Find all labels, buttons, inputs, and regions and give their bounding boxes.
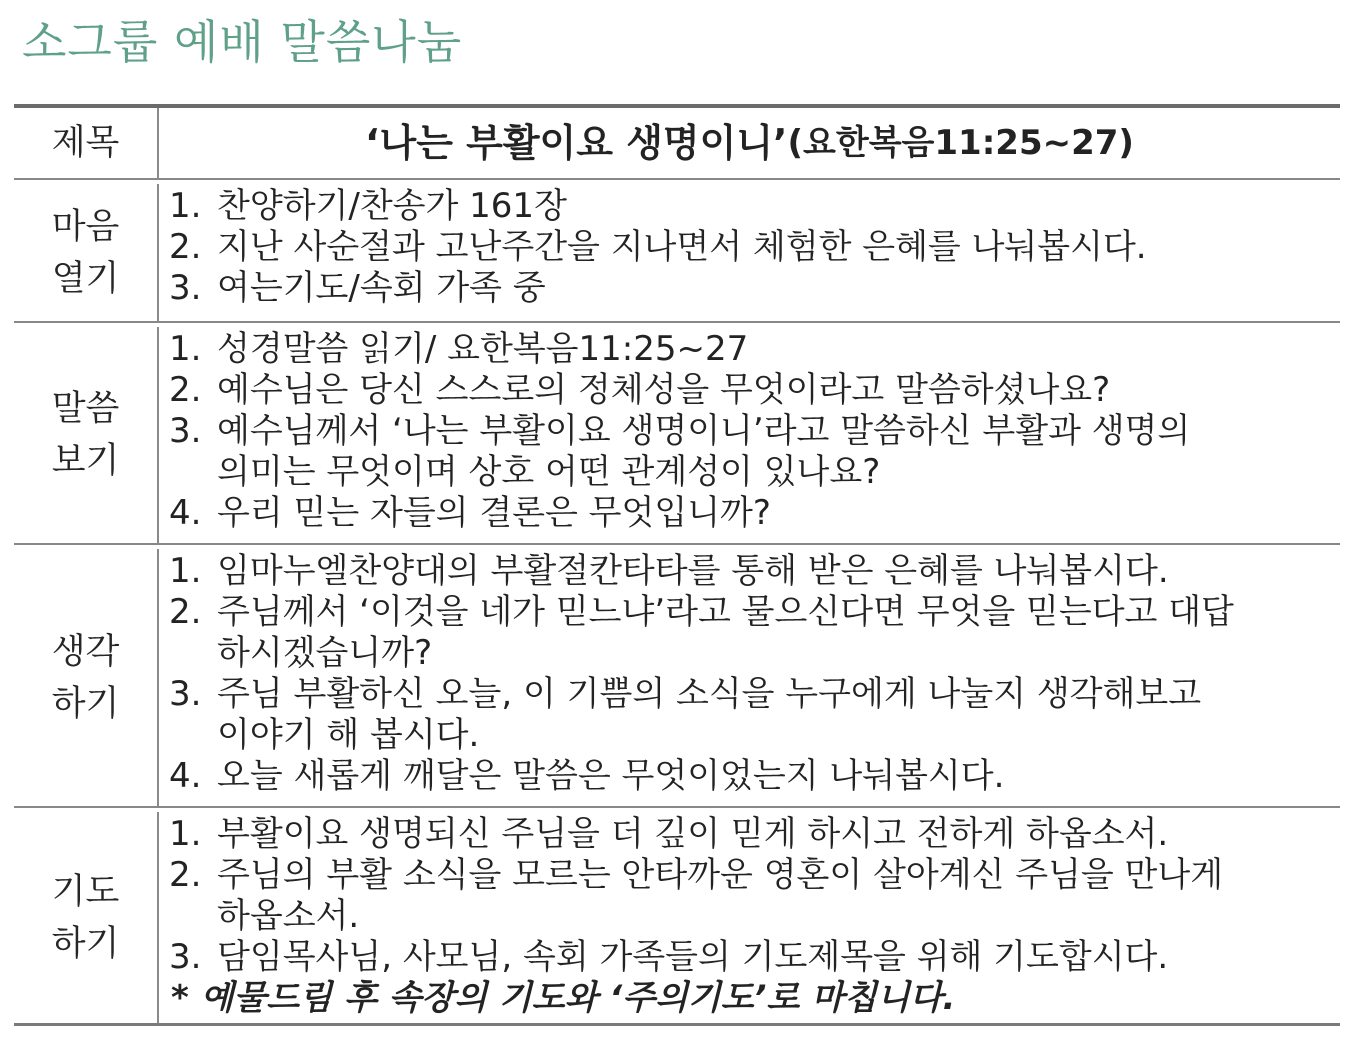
section-label-line: 하기 <box>51 923 120 964</box>
section-label <box>14 812 159 1023</box>
list-item <box>169 493 1340 534</box>
item-number: 2. <box>169 855 202 895</box>
section-label-line: 마음 <box>51 206 120 247</box>
item-text: 주님께서 ‘이것을 네가 믿느냐’라고 물으신다면 무엇을 믿는다고 대답 <box>217 592 1234 632</box>
section-reflect <box>14 543 1340 806</box>
section-label <box>14 549 159 806</box>
item-number: 1. <box>169 186 202 226</box>
item-number: 3. <box>169 674 202 714</box>
section-pray <box>14 806 1340 1026</box>
item-number: 3. <box>169 268 202 308</box>
item-text: 찬양하기/찬송가 161장 <box>217 186 567 226</box>
item-number: 3. <box>169 937 202 977</box>
section-content <box>159 184 1340 321</box>
item-text: 예수님께서 ‘나는 부활이요 생명이니’라고 말씀하신 부활과 생명의 <box>217 411 1191 451</box>
item-number: 2. <box>169 592 202 632</box>
item-number: 3. <box>169 411 202 451</box>
section-label <box>14 184 159 321</box>
list-item <box>169 814 1340 855</box>
item-number: 1. <box>169 814 202 854</box>
item-text: 주님의 부활 소식을 모르는 안타까운 영혼이 살아계신 주님을 만나게 <box>217 855 1224 895</box>
list-item <box>169 329 1340 370</box>
item-text: 담임목사님, 사모님, 속회 가족들의 기도제목을 위해 기도합시다. <box>217 937 1169 977</box>
list-item <box>169 592 1340 633</box>
worship-table <box>14 104 1340 1026</box>
item-number: 4. <box>169 756 202 796</box>
list-item <box>169 411 1340 452</box>
item-continuation: 하시겠습니까? <box>217 633 433 673</box>
section-label-line: 말씀 <box>51 389 120 429</box>
section-content <box>159 549 1340 806</box>
sermon-title-main: ‘나는 부활이요 생명이니’ <box>365 120 788 165</box>
list-item <box>169 551 1340 592</box>
item-text: 여는기도/속회 가족 중 <box>217 268 546 308</box>
item-text: 우리 믿는 자들의 결론은 무엇입니까? <box>217 493 771 533</box>
section-label-line: 생각 <box>51 631 120 672</box>
sermon-title-ref: (요한복음11:25~27) <box>787 122 1134 163</box>
list-item <box>169 186 1340 227</box>
item-text: 부활이요 생명되신 주님을 더 깊이 믿게 하시고 전하게 하옵소서. <box>217 814 1169 854</box>
title-label-text: 제목 <box>51 123 120 163</box>
item-text: 지난 사순절과 고난주간을 지나면서 체험한 은혜를 나눠봅시다. <box>217 227 1147 267</box>
section-label-line: 하기 <box>51 683 120 724</box>
section-label-line: 기도 <box>51 871 120 912</box>
list-item <box>169 674 1340 715</box>
page-heading: 소그룹 예배 말씀나눔 <box>22 15 463 69</box>
section-open-heart <box>14 178 1340 321</box>
list-item <box>169 756 1340 797</box>
sermon-title <box>159 108 1340 178</box>
list-item <box>169 227 1340 268</box>
closing-note: * 예물드림 후 속장의 기도와 ‘주의기도’로 마칩니다. <box>171 978 956 1018</box>
item-number: 2. <box>169 370 202 410</box>
section-content <box>159 812 1340 1023</box>
list-item <box>169 370 1340 411</box>
section-label <box>14 327 159 543</box>
item-text: 예수님은 당신 스스로의 정체성을 무엇이라고 말씀하셨나요? <box>217 370 1111 410</box>
title-label <box>14 108 159 178</box>
title-row <box>14 104 1340 178</box>
item-number: 2. <box>169 227 202 267</box>
item-continuation: 이야기 해 봅시다. <box>217 715 480 755</box>
item-text: 임마누엘찬양대의 부활절칸타타를 통해 받은 은혜를 나눠봅시다. <box>217 551 1169 591</box>
list-item <box>169 268 1340 309</box>
item-text: 성경말씀 읽기/ 요한복음11:25~27 <box>217 329 749 369</box>
section-read-word <box>14 321 1340 543</box>
item-continuation: 하옵소서. <box>217 896 360 936</box>
list-item <box>169 937 1340 978</box>
item-number: 1. <box>169 551 202 591</box>
section-content <box>159 327 1340 543</box>
section-label-line: 열기 <box>51 258 120 299</box>
section-label-line: 보기 <box>51 441 120 481</box>
item-text: 오늘 새롭게 깨달은 말씀은 무엇이었는지 나눠봅시다. <box>217 756 1005 796</box>
item-number: 1. <box>169 329 202 369</box>
item-text: 주님 부활하신 오늘, 이 기쁨의 소식을 누구에게 나눌지 생각해보고 <box>217 674 1202 714</box>
list-item <box>169 855 1340 896</box>
item-number: 4. <box>169 493 202 533</box>
item-continuation: 의미는 무엇이며 상호 어떤 관계성이 있나요? <box>217 452 881 492</box>
